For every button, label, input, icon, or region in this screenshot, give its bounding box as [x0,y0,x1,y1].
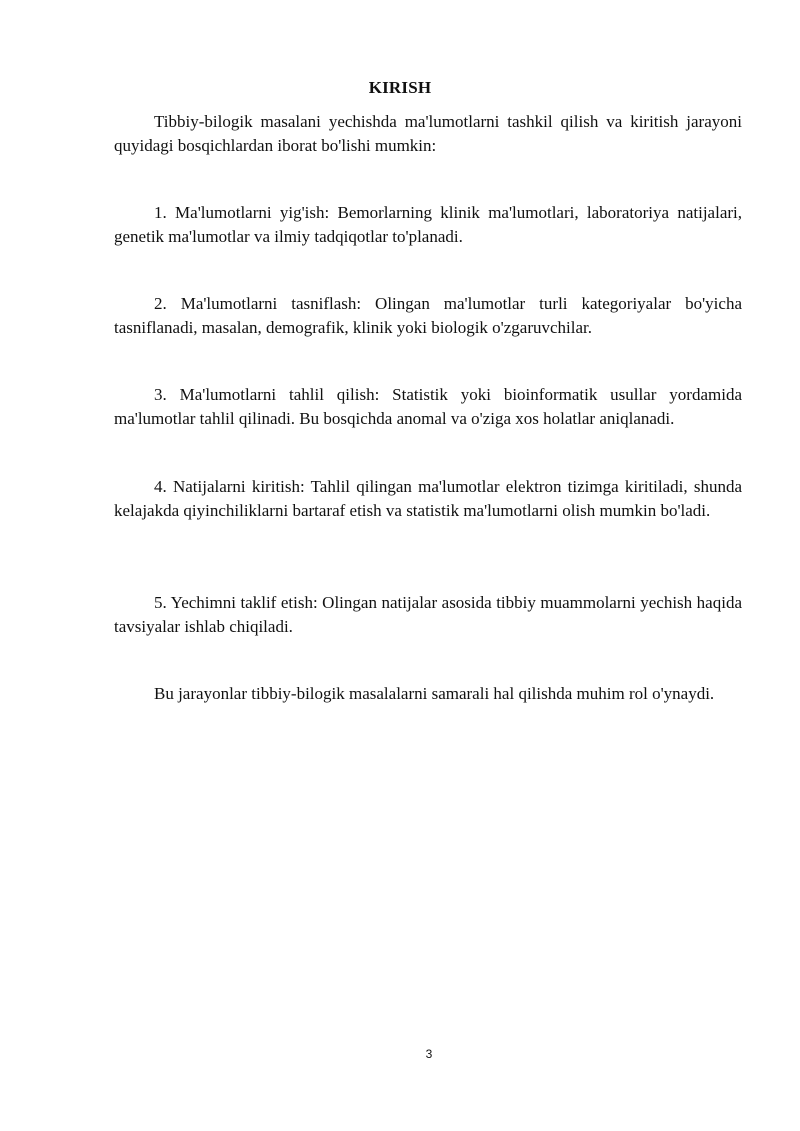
step-2-paragraph: 2. Ma'lumotlarni tasniflash: Olingan ma'lumotlar turli kategoriyalar bo'yicha tasniflanadi, masalan, demografik, klinik yoki biologik o'zgaruvchilar. [114,294,742,337]
step-5-paragraph: 5. Yechimni taklif etish: Olingan natijalar asosida tibbiy muammolarni yechish haqida tavsiyalar ishlab chiqiladi. [114,593,742,636]
conclusion-paragraph: Bu jarayonlar tibbiy-bilogik masalalarni samarali hal qilishda muhim rol o'ynaydi. [154,684,715,703]
page-title: KIRISH [368,78,432,97]
step-1-paragraph: 1. Ma'lumotlarni yig'ish: Bemorlarning klinik ma'lumotlari, laboratoriya natijalari, genetik ma'lumotlar va ilmiy tadqiqotlar to'planadi. [114,203,742,246]
step-3-paragraph: 3. Ma'lumotlarni tahlil qilish: Statistik yoki bioinformatik usullar yordamida ma'lumotlar tahlil qilinadi. Bu bosqichda anomal va o'ziga xos holatlar aniqlanadi. [114,385,742,428]
step-4-paragraph: 4. Natijalarni kiritish: Tahlil qilingan ma'lumotlar elektron tizimga kiritiladi, shunda kelajakda qiyinchiliklarni bartaraf etish va statistik ma'lumotlarni olish mumkin bo'ladi. [114,477,742,520]
page-number: 3 [425,1047,433,1061]
intro-paragraph: Tibbiy-bilogik masalani yechishda ma'lumotlarni tashkil qilish va kiritish jarayoni quyidagi bosqichlardan iborat bo'lishi mumkin: [114,112,742,155]
